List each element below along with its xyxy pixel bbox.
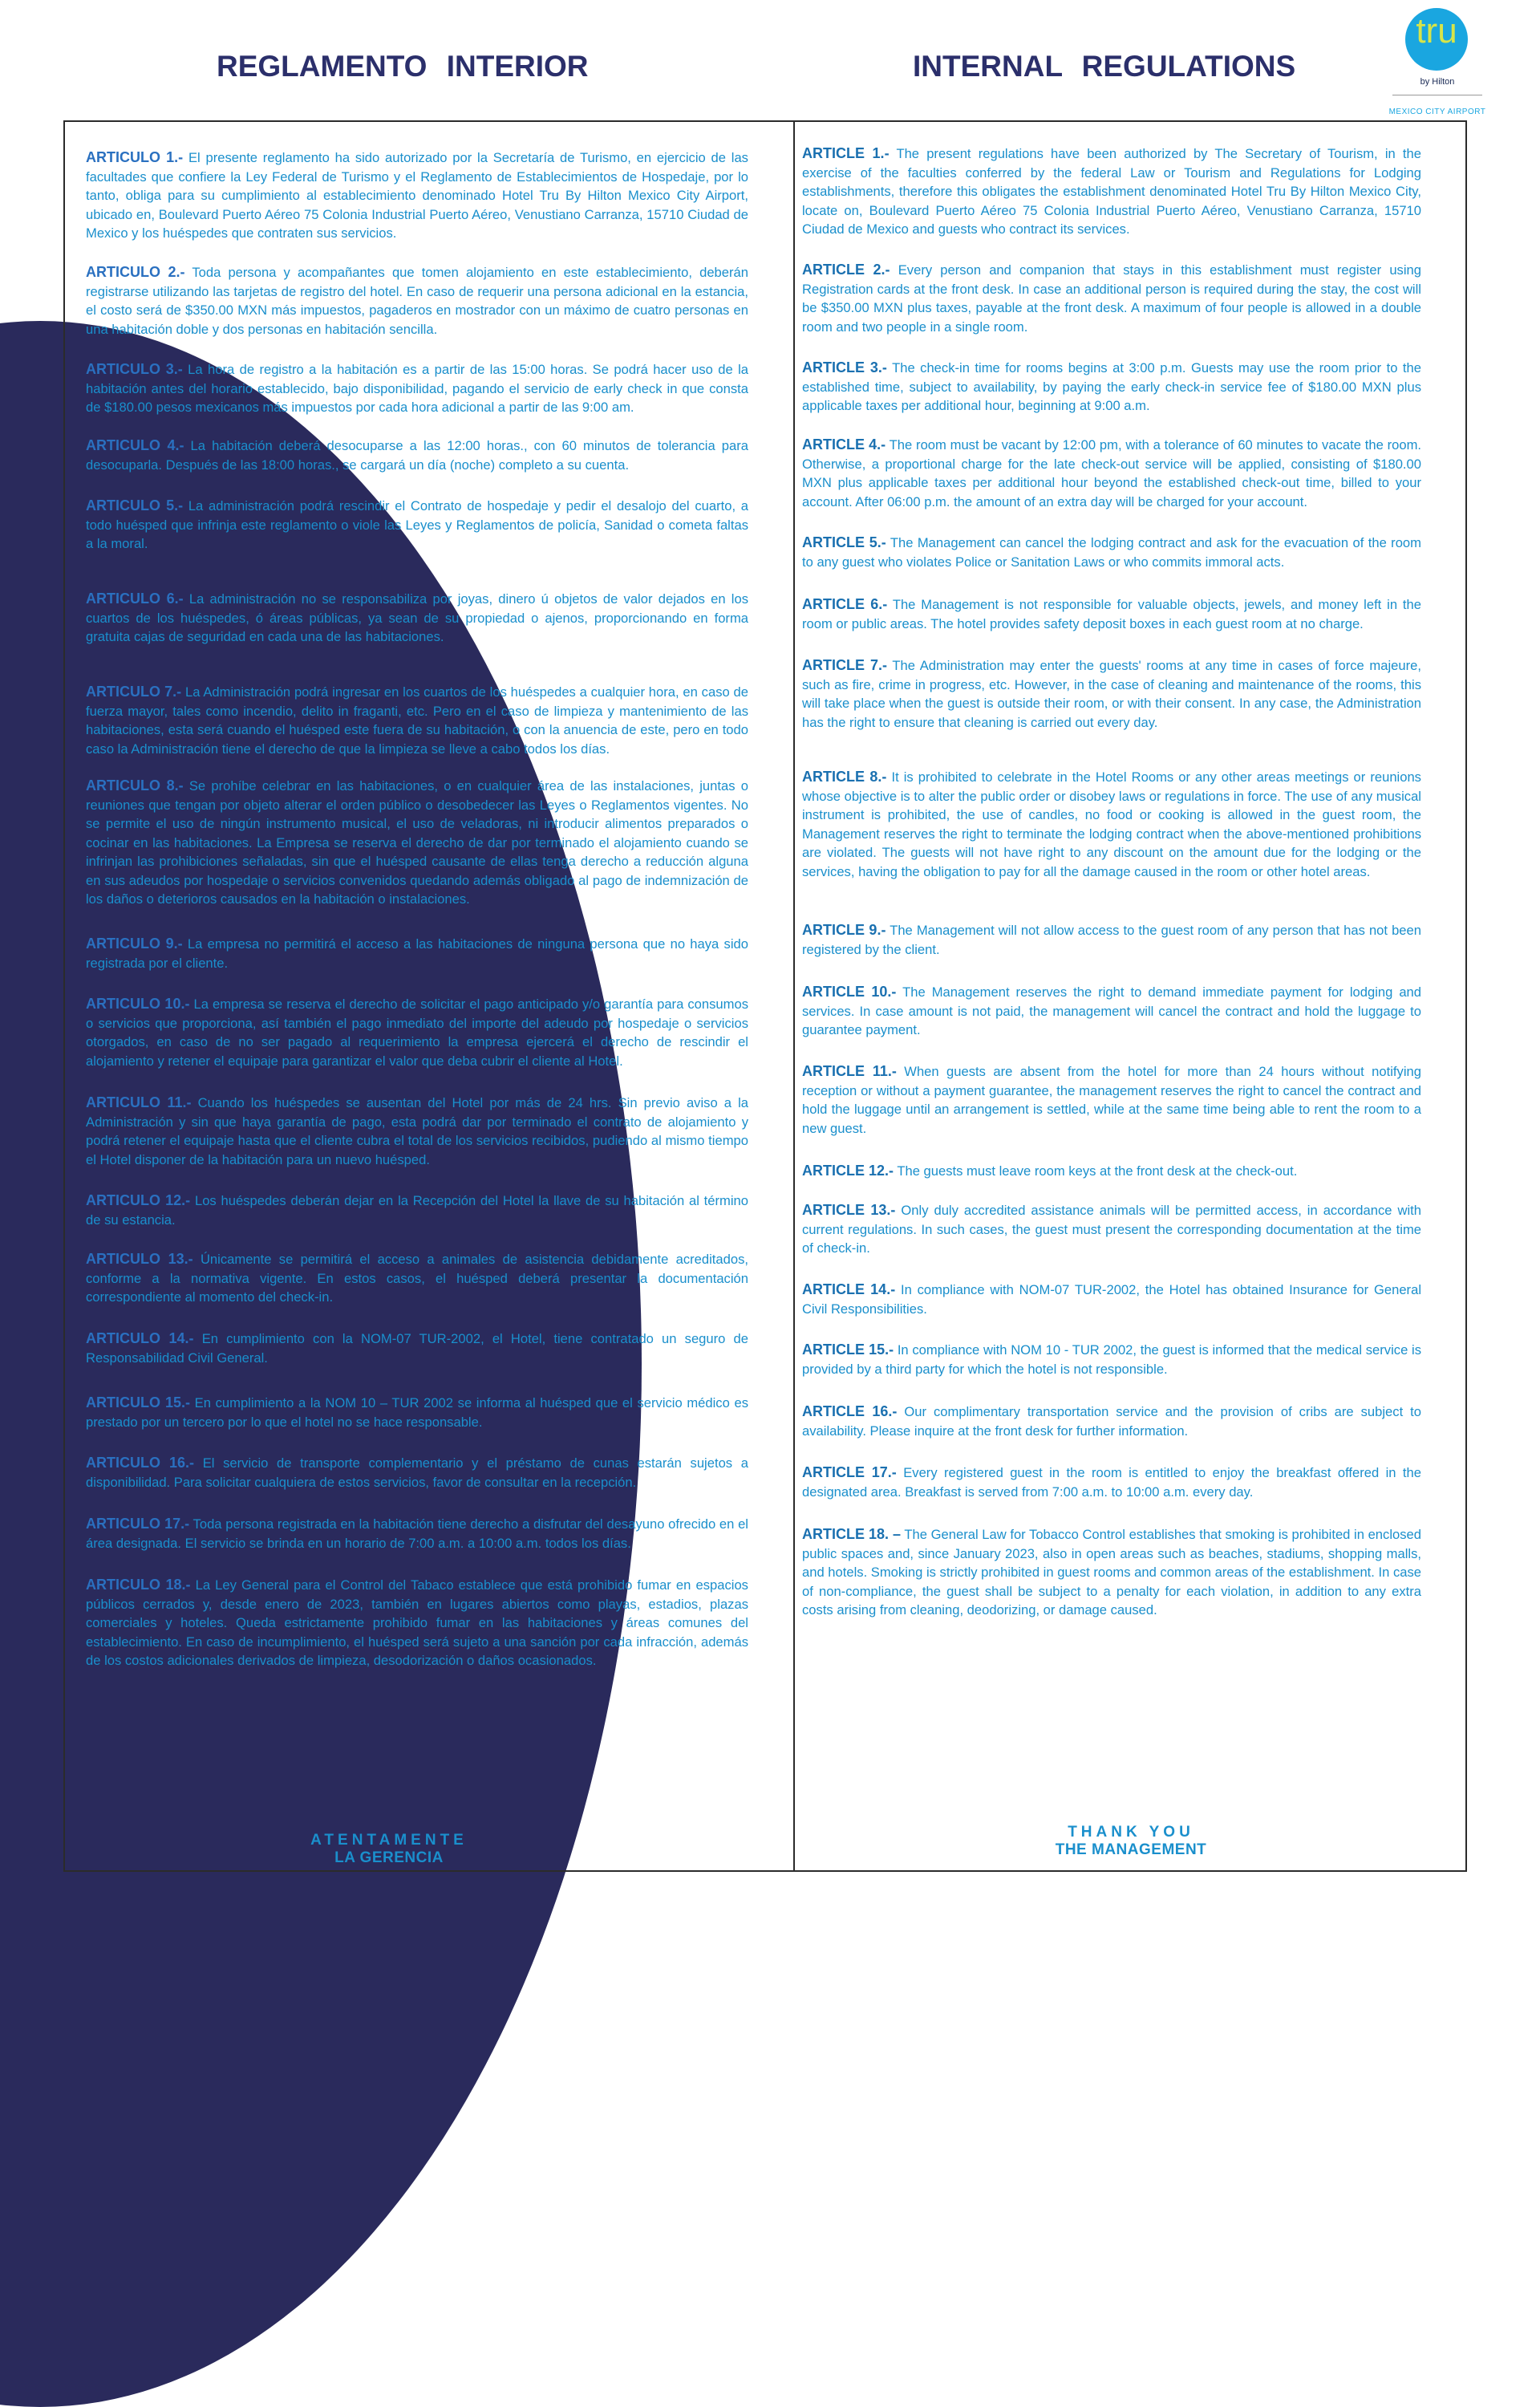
english-article: ARTICLE 13.- Only duly accredited assistance animals will be permitted access, in accordance with current regulations. In such cases, the guest must present the corresponding documentation at the time of check-in. [802, 1202, 1421, 1256]
english-article: ARTICLE 8.- It is prohibited to celebrate in the Hotel Rooms or any other areas meetings or reunions whose objective is to alter the public order or disobey laws or regulations in force. The use of any musical instrument is prohibited, the use of candles, no food or cooking is allowed in the guest room, the Management reserves the right to terminate the lodging contract when the above-mentioned prohibitions are violated. The guests will not have right to any discount on the amount due for the lodging or the services, having the obligation to pay for all the damage caused in the room or other hotel areas. [802, 769, 1421, 879]
spanish-article: ARTICULO 9.- La empresa no permitirá el acceso a las habitaciones de ninguna persona que no haya sido registrada por el cliente. [86, 936, 748, 971]
spanish-article: ARTICULO 16.- El servicio de transporte complementario y el préstamo de cunas estarán sujetos a disponibilidad. Para solicitar cualquiera de estos servicios, favor de consultar en la recepción. [86, 1455, 748, 1490]
spanish-closing-signature: LA GERENCIA [334, 1849, 444, 1866]
spanish-article: ARTICULO 4.- La habitación deberá desocuparse a las 12:00 horas., con 60 minutos de tolerancia para desocuparla. Después de las 18:00 horas., se cargará un día (noche) completo a su cuenta. [86, 437, 748, 473]
spanish-article: ARTICULO 15.- En cumplimiento a la NOM 10 – TUR 2002 se informa al huésped que el servicio médico es prestado por un tercero por lo que el hotel no se hace responsable. [86, 1394, 748, 1430]
english-article: ARTICLE 1.- The present regulations have been authorized by The Secretary of Tourism, in the exercise of the faculties conferred by the federal Law or Tourism and Regulations for Lodging establishments, therefore this obligates the establishment denominated Hotel Tru By Hilton Mexico City, locate on, Boulevard Puerto Aéreo 75 Colonia Industrial Puerto Aéreo, Venustiano Carranza, 15710 Ciudad de Mexico and guests who contract its services. [802, 145, 1421, 237]
english-closing-greeting: THANK YOU [1068, 1824, 1194, 1841]
english-article: ARTICLE 5.- The Management can cancel the lodging contract and ask for the evacuation of the room to any guest who violates Police or Sanitation Laws or who commits immoral acts. [802, 534, 1421, 570]
english-article: ARTICLE 3.- The check-in time for rooms begins at 3:00 p.m. Guests may use the room prior to the established time, subject to availability, by paying the early check-in service fee of $180.00 MXN plus applicable taxes per additional hour, beginning at 9:00 a.m. [802, 359, 1421, 413]
spanish-article: ARTICULO 11.- Cuando los huéspedes se ausentan del Hotel por más de 24 hrs. Sin previo aviso a la Administración y sin que haya garantía de pago, esta podrá dar por terminado el contrato de alojamiento y podrá retener el equipaje hasta que el cliente cubra el total de los servicios recibidos, pudiendo al mismo tiempo el Hotel disponer de la habitación para un nuevo huésped. [86, 1094, 748, 1167]
english-closing [983, 1824, 1279, 1859]
spanish-article: ARTICULO 2.- Toda persona y acompañantes que tomen alojamiento en este establecimiento, deberán registrarse utilizando las tarjetas de registro del hotel. En caso de requerir una persona adicional en la estancia, el costo será de $350.00 MXN más impuestos, pagaderos en mostrador con un máximo de cuatro personas en una habitación doble y dos personas en habitación sencilla. [86, 264, 748, 337]
spanish-article: ARTICULO 7.- La Administración podrá ingresar en los cuartos de los huéspedes a cualquier hora, en caso de fuerza mayor, tales como incendio, delito in fraganti, etc. Pero en el caso de limpieza y mantenimiento de las habitaciones, esta será cuando el huésped este fuera de su habitación, o con la anuencia de este, pero en todo caso la Administración tiene el derecho de que la limpieza se lleve a cabo todos los días. [86, 684, 748, 757]
english-article: ARTICLE 2.- Every person and companion that stays in this establishment must register using Registration cards at the front desk. In case an additional person is required during the stay, the cost will be $350.00 MXN plus taxes, payable at the front desk. A maximum of four people is allowed in a double room and two people in a single room. [802, 262, 1421, 335]
spanish-title: REGLAMENTO INTERIOR [217, 50, 589, 83]
english-article: ARTICLE 16.- Our complimentary transportation service and the provision of cribs are subject to availability. Please inquire at the front desk for further information. [802, 1403, 1421, 1439]
english-article: ARTICLE 4.- The room must be vacant by 12:00 pm, with a tolerance of 60 minutes to vacate the room. Otherwise, a proportional charge for the late check-out service will be applied, consisting of $180.00 MXN plus applicable taxes per additional hour beyond the established check-out time, billed to your account. After 06:00 p.m. the amount of an extra day will be charged for your account. [802, 436, 1421, 509]
spanish-article: ARTICULO 17.- Toda persona registrada en la habitación tiene derecho a disfrutar del desayuno ofrecido en el área designada. El servicio se brinda en un horario de 7:00 a.m. a 10:00 a.m. todos los días. [86, 1516, 748, 1551]
spanish-article: ARTICULO 3.- La hora de registro a la habitación es a partir de las 15:00 horas. Se podrá hacer uso de la habitación antes del horario establecido, bajo disponibilidad, pagando el servicio de early check in que consta de $180.00 pesos mexicanos más impuestos por cada hora adicional a partir de las 9:00 am. [86, 361, 748, 415]
spanish-article: ARTICULO 6.- La administración no se responsabiliza por joyas, dinero ú objetos de valor dejados en los cuartos de los huéspedes, ó áreas públicas, ya sean de su propiedad o ajenos, proporcionando en forma gratuita cajas de seguridad en cada una de las habitaciones. [86, 591, 748, 644]
logo-by-hilton: by Hilton [1420, 77, 1455, 87]
english-article: ARTICLE 11.- When guests are absent from the hotel for more than 24 hours without notifying reception or without a payment guarantee, the management reserves the right to cancel the contract and hold the luggage until an arrangement is settled, while at the same time being able to rent the room to a new guest. [802, 1063, 1421, 1136]
spanish-article: ARTICULO 10.- La empresa se reserva el derecho de solicitar el pago anticipado y/o garantía para consumos o servicios que proporciona, así también el pago inmediato del importe del adeudo por hospedaje o servicios otorgados, en caso de no ser pagado al requerimiento la empresa ejercerá el derecho de rescindir el alojamiento y retener el equipaje para garantizar el valor que deba cubrir el cliente al Hotel. [86, 996, 748, 1069]
english-closing-signature: THE MANAGEMENT [1055, 1841, 1207, 1858]
logo-location: MEXICO CITY AIRPORT [1388, 108, 1486, 116]
english-article: ARTICLE 15.- In compliance with NOM 10 - TUR 2002, the guest is informed that the medical service is provided by a third party for which the hotel is not responsible. [802, 1342, 1421, 1377]
spanish-article: ARTICULO 18.- La Ley General para el Control del Tabaco establece que está prohibido fumar en espacios públicos cerrados y, desde enero de 2023, también en lugares abiertos como playas, estadios, plazas comerciales y hoteles. Queda estrictamente prohibido fumar en las habitaciones y áreas comunes del establecimiento. En caso de incumplimiento, el huésped será sujeto a una sanción por cada infracción, además de los costos adicionales derivados de limpieza, desodorización o daños ocasionados. [86, 1577, 748, 1668]
spanish-article: ARTICULO 14.- En cumplimiento con la NOM-07 TUR-2002, el Hotel, tiene contratado un seguro de Responsabilidad Civil General. [86, 1330, 748, 1366]
english-article: ARTICLE 6.- The Management is not responsible for valuable objects, jewels, and money left in the room or public areas. The hotel provides safety deposit boxes in each guest room at no charge. [802, 596, 1421, 631]
spanish-closing [241, 1832, 537, 1867]
spanish-article: ARTICULO 5.- La administración podrá rescindir el Contrato de hospedaje y pedir el desalojo del cuarto, a todo huésped que infrinja este reglamento o viole las Leyes y Reglamentos de policía, Sanidad o cometa faltas a la moral. [86, 497, 748, 551]
spanish-closing-greeting: ATENTAMENTE [310, 1832, 468, 1849]
spanish-article: ARTICULO 1.- El presente reglamento ha sido autorizado por la Secretaría de Turismo, en ejercicio de las facultades que confiere la Ley Federal de Turismo y el Reglamento de Establecimientos de Hospedaje, por lo tanto, obliga para su cumplimiento al establecimiento denominado Hotel Tru By Hilton Mexico City Airport, ubicado en, Boulevard Puerto Aéreo 75 Colonia Industrial Puerto Aéreo, Venustiano Carranza, 15710 Ciudad de Mexico y los huéspedes que contraten sus servicios. [86, 149, 748, 241]
english-article: ARTICLE 9.- The Management will not allow access to the guest room of any person that has not been registered by the client. [802, 922, 1421, 957]
spanish-article: ARTICULO 12.- Los huéspedes deberán dejar en la Recepción del Hotel la llave de su habitación al término de su estancia. [86, 1192, 748, 1228]
english-article: ARTICLE 10.- The Management reserves the right to demand immediate payment for lodging and services. In case amount is not paid, the management will cancel the contract and hold the luggage to guarantee payment. [802, 984, 1422, 1037]
english-article: ARTICLE 14.- In compliance with NOM-07 TUR-2002, the Hotel has obtained Insurance for General Civil Responsibilities. [802, 1281, 1422, 1317]
column-divider [793, 120, 795, 1872]
english-title: INTERNAL REGULATIONS [913, 50, 1296, 83]
english-article: ARTICLE 12.- The guests must leave room keys at the front desk at the check-out. [802, 1163, 1298, 1179]
spanish-article: ARTICULO 8.- Se prohíbe celebrar en las habitaciones, o en cualquier área de las instalaciones, juntas o reuniones que tengan por objeto alterar el orden público o desobedecer las Leyes o Reglamentos vigentes. No se permite el uso de ningún instrumento musical, el uso de veladoras, ni introducir alimentos preparados o cocinar en las habitaciones. La Empresa se reserva el derecho de dar por terminado el alojamiento cuando se infrinjan las prohibiciones señaladas, sin que el huésped causante de ellas tenga derecho a reducción alguna en sus adeudos por hospedaje o servicios convenidos quedando además obligado al pago de indemnización de los daños o deterioros causados en la habitación o instalaciones. [86, 777, 748, 907]
english-article: ARTICLE 18. – The General Law for Tobacco Control establishes that smoking is prohibited in enclosed public spaces and, since January 2023, also in open areas such as beaches, stadiums, shopping malls, and hotels. Smoking is strictly prohibited in guest rooms and common areas of the establishment. In case of non-compliance, the guest shall be subject to a penalty for each violation, in addition to any extra costs arising from cleaning, deodorizing, or damage caused. [802, 1526, 1421, 1618]
english-article: ARTICLE 17.- Every registered guest in the room is entitled to enjoy the breakfast offered in the designated area. Breakfast is served from 7:00 a.m. to 10:00 a.m. every day. [802, 1464, 1421, 1500]
english-article: ARTICLE 7.- The Administration may enter the guests' rooms at any time in cases of force majeure, such as fire, crime in progress, etc. However, in the case of cleaning and maintenance of the rooms, this will take place when the guest is outside their room, or with their consent. In any case, the Administration has the right to ensure that cleaning is carried out every day. [802, 657, 1421, 730]
logo-brand: tru [1416, 11, 1457, 51]
tru-by-hilton-logo [1381, 6, 1493, 119]
spanish-article: ARTICULO 13.- Únicamente se permitirá el acceso a animales de asistencia debidamente acreditados, conforme a la normativa vigente. En estos casos, el huésped deberá presentar la documentación correspondiente al momento del check-in. [86, 1251, 748, 1305]
